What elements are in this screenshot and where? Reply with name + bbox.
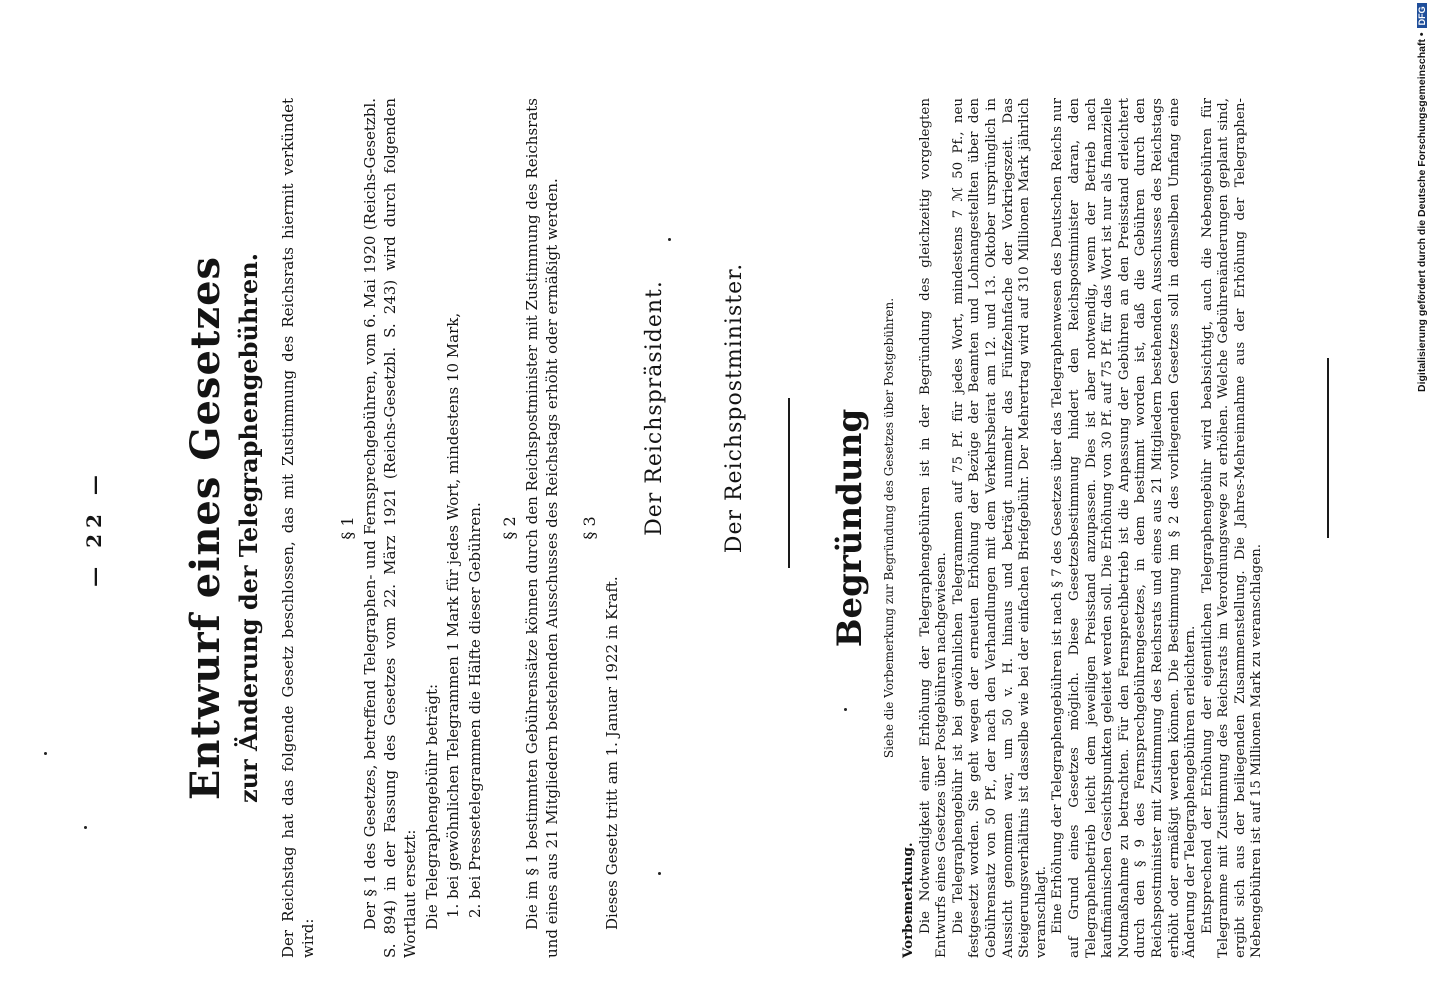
vorbemerkung-paragraph xyxy=(900,98,918,958)
signature-president: Der Reichspräsident. xyxy=(642,280,667,536)
section-1-item-2: 2. bei Pressetelegrammen die Hälfte dieser Gebühren. xyxy=(466,502,484,918)
bottom-divider-rule xyxy=(1327,358,1329,538)
scan-speck xyxy=(844,708,847,711)
paragraph-1: Die Notwendigkeit einer Erhöhung der Telegraphengebühren ist in der Begründung des gleichzeitig vorgelegten Entwurfs eines Gesetzes über Postgebühren nachgewiesen. xyxy=(917,98,950,958)
page-subtitle: zur Änderung der Telegraphengebühren. xyxy=(234,252,263,804)
paragraph-4: Entsprechend der Erhöhung der eigentlichen Telegraphengebühr wird beabsichtigt, auch die Nebengebühren für Telegramme mit Zustimmung des Reichsrats im Verordnungswege zu erhöhen. Welche Gebührenänderungen geplant sind, ergibt sich aus der beiliegenden Zusammenstellung. Die Jahres-Mehreinnahme aus der Erhöhung der Telegraphen-Nebengebühren ist auf 15 Millionen Mark zu veranschlagen. xyxy=(1199,98,1265,958)
digitization-credit xyxy=(1416,4,1432,392)
paragraph-3: Eine Erhöhung der Telegraphengebühren ist nach § 7 des Gesetzes über das Telegraphenwesen des Deutschen Reichs nur auf Grund eines Gesetzes möglich. Diese Gesetzesbestimmung hindert den Reichspostminister daran, den Telegraphenbetrieb leicht dem jeweiligen Preisstand anzupassen. Dies ist aber notwendig, wenn der Betrieb nach kaufmännischen Gesichtspunkten geleitet werden soll. Die Erhöhung von 30 Pf. auf 75 Pf. für das Wort ist nur als finanzielle Notmaßnahme zu betrachten. Für den Fernsprechbetrieb ist die Anpassung der Gebühren an den Preisstand erleichtert durch den § 9 des Fernsprechgebührengesetzes, in dem bestimmt worden ist, daß die Gebühren durch den Reichspostminister mit Zustimmung des Reichsrats und eines aus 21 Mitgliedern bestehenden Ausschusses des Reichstags erhöht oder ermäßigt werden können. Die Bestimmung im § 2 des vorliegenden Gesetzes soll in demselben Umfang eine Änderung der Telegraphengebühren erleichtern. xyxy=(1050,98,1199,958)
paragraph-2: Die Telegraphengebühr ist bei gewöhnlichen Telegrammen auf 75 Pf. für jedes Wort, mindestens 7 ℳ 50 Pf., neu festgesetzt worden. Sie geht wegen der erneuten Erhöhung der Bezüge der Beamten und Lohnangestellten über den Gebührensatz von 50 Pf., der nach den Verhandlungen mit dem Verkehrsbeirat am 12. und 13. Oktober ursprünglich in Aussicht genommen war, um 50 v. H. hinaus und beträgt nunmehr das Fünfzehnfache der Vorkriegszeit. Das Steigerungsverhältnis ist dasselbe wie bei der einfachen Briefgebühr. Der Mehrertrag wird auf 310 Millionen Mark jährlich veranschlagt. xyxy=(950,98,1049,958)
dfg-logo: DFG xyxy=(1417,3,1427,28)
scan-speck xyxy=(658,872,661,875)
begruendung-body xyxy=(900,98,1266,958)
section-1-text: Der § 1 des Gesetzes, betreffend Telegraphen- und Fernsprechgebühren, vom 6. Mai 1920 (Reichs-Gesetzbl. S. 894) in der Fassung des Gesetzes vom 22. März 1921 (Reichs-Gesetzbl. S. 243) wird durch folgenden Wortlaut ersetzt: xyxy=(361,98,419,958)
scan-speck xyxy=(44,752,47,755)
signature-postminister: Der Reichspostminister. xyxy=(722,262,747,554)
intro-paragraph: Der Reichstag hat das folgende Gesetz beschlossen, das mit Zustimmung des Reichsrats hiermit verkündet wird: xyxy=(279,98,317,958)
vorbemerkung-label: Vorbemerkung. xyxy=(900,842,916,958)
page-number: — 22 — xyxy=(82,469,106,587)
section-3-heading: § 3 xyxy=(580,516,599,540)
scan-speck xyxy=(84,826,87,829)
begruendung-note: Siehe die Vorbemerkung zur Begründung des Gesetzes über Postgebühren. xyxy=(882,297,896,759)
section-1-heading: § 1 xyxy=(338,516,357,540)
credit-text: Digitalisierung gefördert durch die Deutsche Forschungsgemeinschaft • xyxy=(1416,32,1428,392)
section-2-text: Die im § 1 bestimmten Gebührensätze können durch den Reichspostminister mit Zustimmung des Reichsrats und eines aus 21 Mitgliedern bestehenden Ausschusses des Reichstags erhöht oder ermäßigt werden. xyxy=(523,98,561,958)
divider-rule xyxy=(788,398,790,568)
section-3-text: Dieses Gesetz tritt am 1. Januar 1922 in Kraft. xyxy=(603,576,621,930)
rotated-page-content xyxy=(82,98,1342,958)
section-2-heading: § 2 xyxy=(500,516,519,540)
begruendung-heading: Begründung xyxy=(830,408,870,648)
scan-speck xyxy=(668,238,671,241)
section-1-item-1: 1. bei gewöhnlichen Telegrammen 1 Mark für jedes Wort, mindestens 10 Mark, xyxy=(444,312,462,918)
section-1-sub: Die Telegraphengebühr beträgt: xyxy=(423,683,441,930)
page-title: Entwurf eines Gesetzes xyxy=(182,255,229,801)
